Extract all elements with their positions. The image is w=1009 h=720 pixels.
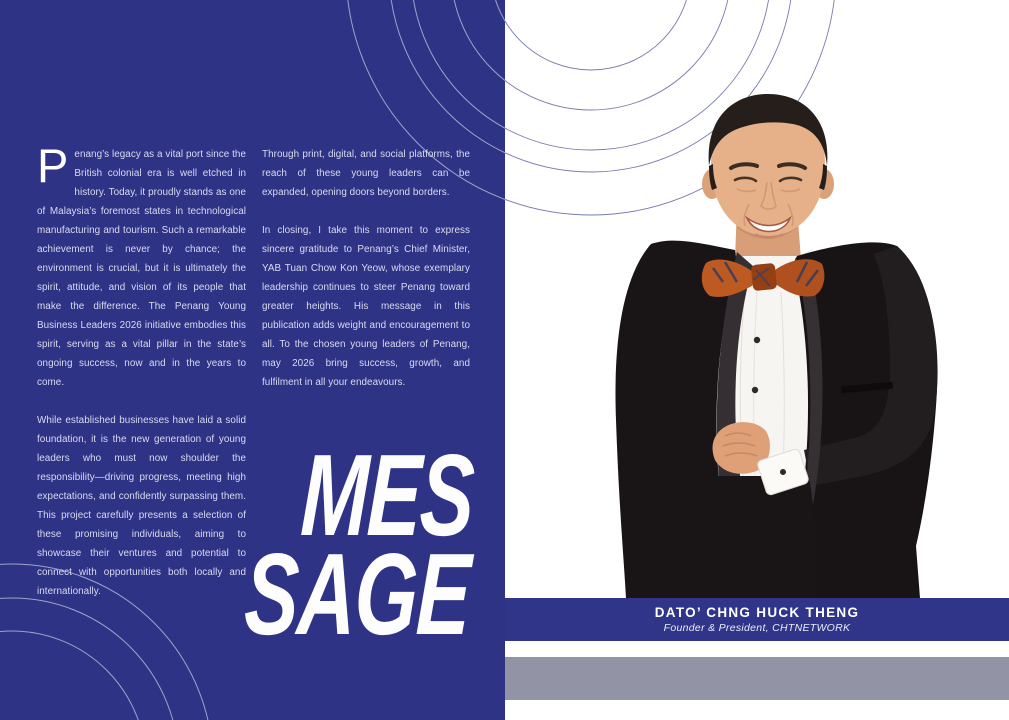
person-name: DATO’ CHNG HUCK THENG (654, 605, 860, 620)
paragraph-3: Through print, digital, and social platforms, the reach of these young leaders can be expanded, opening doors beyond borders. (262, 149, 470, 198)
name-banner (505, 598, 1009, 641)
paragraph-1-text: enang’s legacy as a vital port since the British colonial era is well etched in history. Today, it proudly stands as one of Malaysia’s foremost states in technological manufacturing and tourism. Such a remarkable achievement is never by chance; the environment is crucial, but it is ultimately the spirit, attitude, and vision of its people that make the difference. The Penang Young Business Leaders 2026 initiative embodies this spirit, serving as a vital pillar in the state’s ongoing success, now and in the years to come. (37, 149, 246, 388)
section-title-line-1: MES (299, 430, 476, 560)
section-title-line-2: SAGE (242, 529, 472, 659)
paragraph-4: In closing, I take this moment to express sincere gratitude to Penang’s Chief Minister, YAB Tuan Chow Kon Yeow, whose exemplary leadership continues to steer Penang toward greater heights. His message in this publication adds weight and encouragement to all. To the chosen young leaders of Penang, may 2026 bring success, growth, and fulfilment in all your endeavours. (262, 225, 470, 388)
drop-cap: P (37, 139, 69, 192)
text-column-1 (37, 139, 246, 620)
text-column-2 (262, 145, 470, 411)
portrait-man (615, 94, 937, 598)
paragraph-2: While established businesses have laid a solid foundation, it is the new generation of young leaders who must now shoulder the responsibility—driving progress, meeting high expectations, and confidently surpassing them. This project carefully presents a selection of these promising individuals, aiming to showcase their ventures and potential to connect with opportunities both locally and internationally. (37, 415, 246, 597)
paragraph-1 (37, 139, 246, 392)
person-title: Founder & President, CHTNETWORK (663, 622, 851, 634)
section-title-message (242, 430, 476, 659)
portrait-photo (585, 88, 1009, 598)
bottom-gray-bar (505, 657, 1009, 700)
